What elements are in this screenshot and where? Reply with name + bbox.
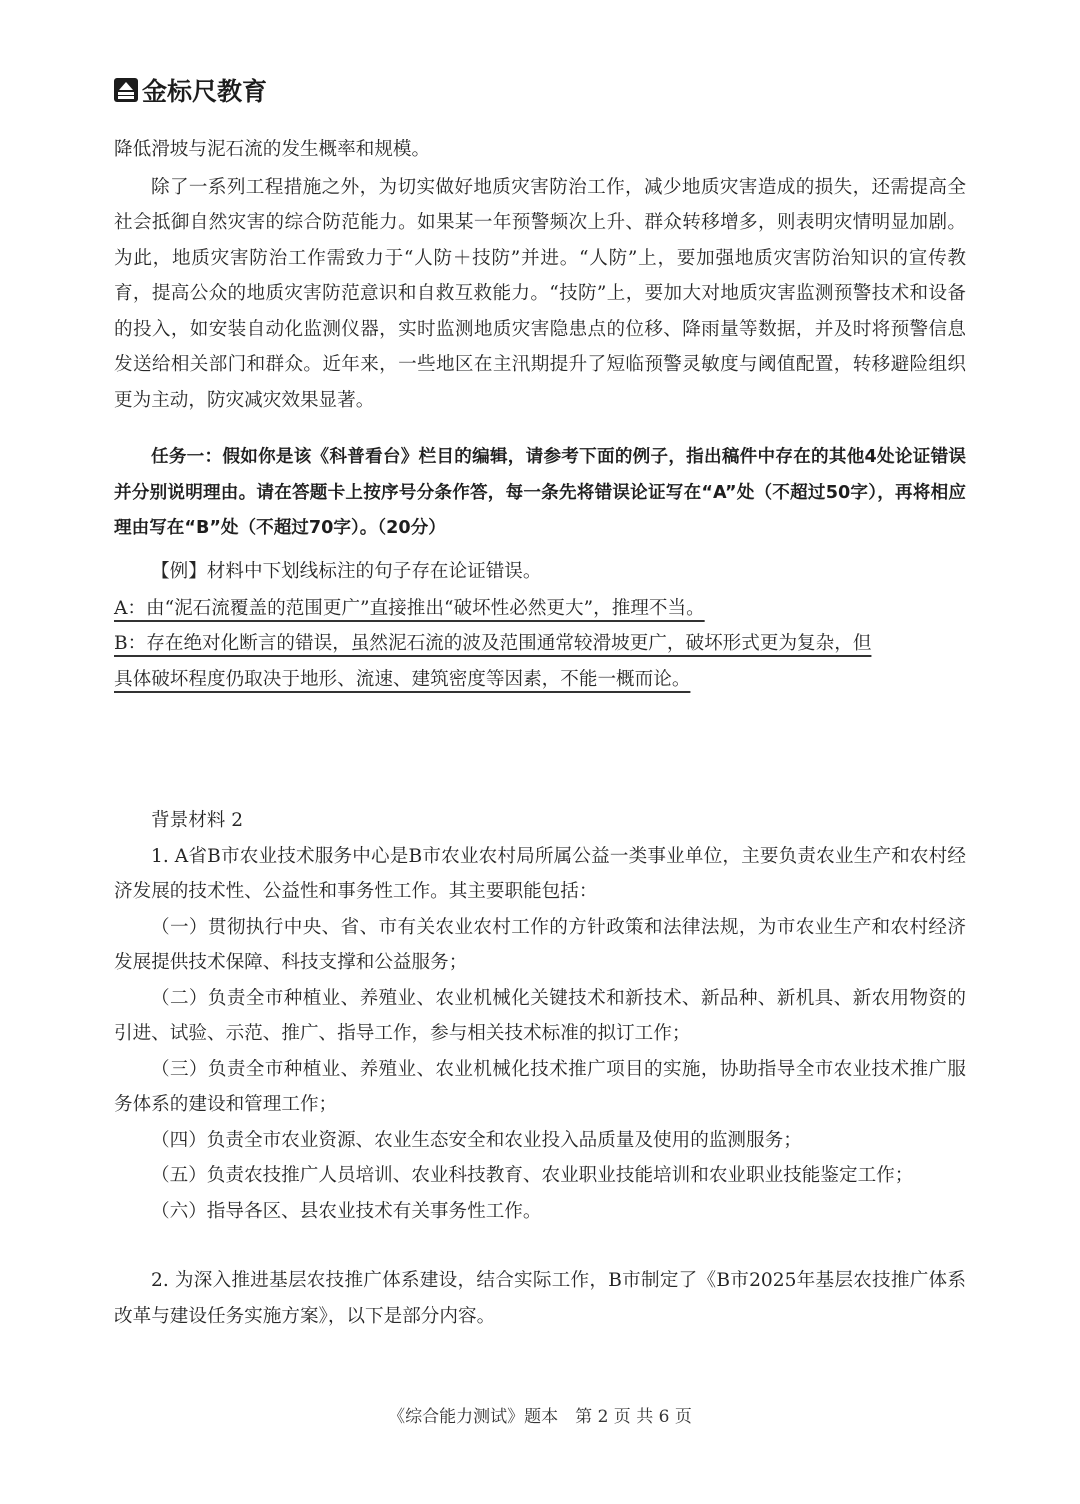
duty-item: （五）负责农技推广人员培训、农业科技教育、农业职业技能培训和农业职业技能鉴定工作； xyxy=(151,1165,914,1186)
duty-item: （六）指导各区、县农业技术有关事务性工作。 xyxy=(151,1200,542,1222)
example-b-line2 xyxy=(114,662,966,698)
example-b-text-2: 具体破坏程度仍取决于地形、流速、建筑密度等因素，不能一概而论。 xyxy=(114,668,691,690)
brand-header xyxy=(114,72,267,108)
duty-item: （三）负责全市种植业、养殖业、农业机械化技术推广项目的实施，协助指导全市农业技术推广服务体系的建设和管理工作； xyxy=(114,1058,966,1115)
section-2-title: 背景材料 2 xyxy=(151,810,244,831)
paragraph-continuation: 降低滑坡与泥石流的发生概率和规模。 xyxy=(114,139,431,160)
duty-item: （一）贯彻执行中央、省、市有关农业农村工作的方针政策和法律法规，为市农业生产和农村经济发展提供技术保障、科技支撑和公益服务； xyxy=(114,916,966,973)
section-2-paragraph-2: 2. 为深入推进基层农技推广体系建设，结合实际工作，B市制定了《B市2025年基层农技推广体系改革与建设任务实施方案》，以下是部分内容。 xyxy=(114,1270,966,1327)
paragraph-disaster-prevention: 除了一系列工程措施之外，为切实做好地质灾害防治工作，减少地质灾害造成的损失，还需提高全社会抵御自然灾害的综合防范能力。如果某一年预警频次上升、群众转移增多，则表明灾情明显加剧。为此，地质灾害防治工作需致力于“人防＋技防”并进。“人防”上，要加强地质灾害防治知识的宣传教育，提高公众的地质灾害防范意识和自救互救能力。“技防”上，要加大对地质灾害监测预警技术和设备的投入，如安装自动化监测仪器，实时监测地质灾害隐患点的位移、降雨量等数据，并及时将预警信息发送给相关部门和群众。近年来，一些地区在主汛期提升了短临预警灵敏度与阈值配置，转移避险组织更为主动，防灾减灾效果显著。 xyxy=(114,176,966,411)
logo-icon xyxy=(114,78,138,102)
example-a xyxy=(114,591,966,627)
duty-item: （四）负责全市农业资源、农业生态安全和农业投入品质量及使用的监测服务； xyxy=(151,1129,802,1151)
example-intro: 【例】材料中下划线标注的句子存在论证错误。 xyxy=(151,561,542,582)
example-block xyxy=(114,554,966,697)
section-2 xyxy=(114,803,966,1334)
example-a-text: A：由“泥石流覆盖的范围更广”直接推出“破坏性必然更大”，推理不当。 xyxy=(114,597,705,619)
example-b-line1 xyxy=(114,626,966,662)
logo-text: 金标尺教育 xyxy=(142,77,268,106)
duty-item: （二）负责全市种植业、养殖业、农业机械化关键技术和新技术、新品种、新机具、新农用物资的引进、试验、示范、推广、指导工作，参与相关技术标准的拟订工作； xyxy=(114,987,966,1044)
example-b-text-1: B：存在绝对化断言的错误，虽然泥石流的波及范围通常较滑坡更广，破坏形式更为复杂，但 xyxy=(114,633,872,654)
page-footer: 《综合能力测试》题本 第 2 页 共 6 页 xyxy=(388,1407,692,1427)
section-2-intro: 1. A省B市农业技术服务中心是B市农业农村局所属公益一类事业单位，主要负责农业生产和农村经济发展的技术性、公益性和事务性工作。其主要职能包括： xyxy=(114,845,966,902)
task-one-prompt: 任务一：假如你是该《科普看台》栏目的编辑，请参考下面的例子，指出稿件中存在的其他4处论证错误并分别说明理由。请在答题卡上按序号分条作答，每一条先将错误论证写在“A”处（不超过50字），再将相应理由写在“B”处（不超过70字）。（20分） xyxy=(114,447,966,538)
section-1 xyxy=(114,132,966,418)
